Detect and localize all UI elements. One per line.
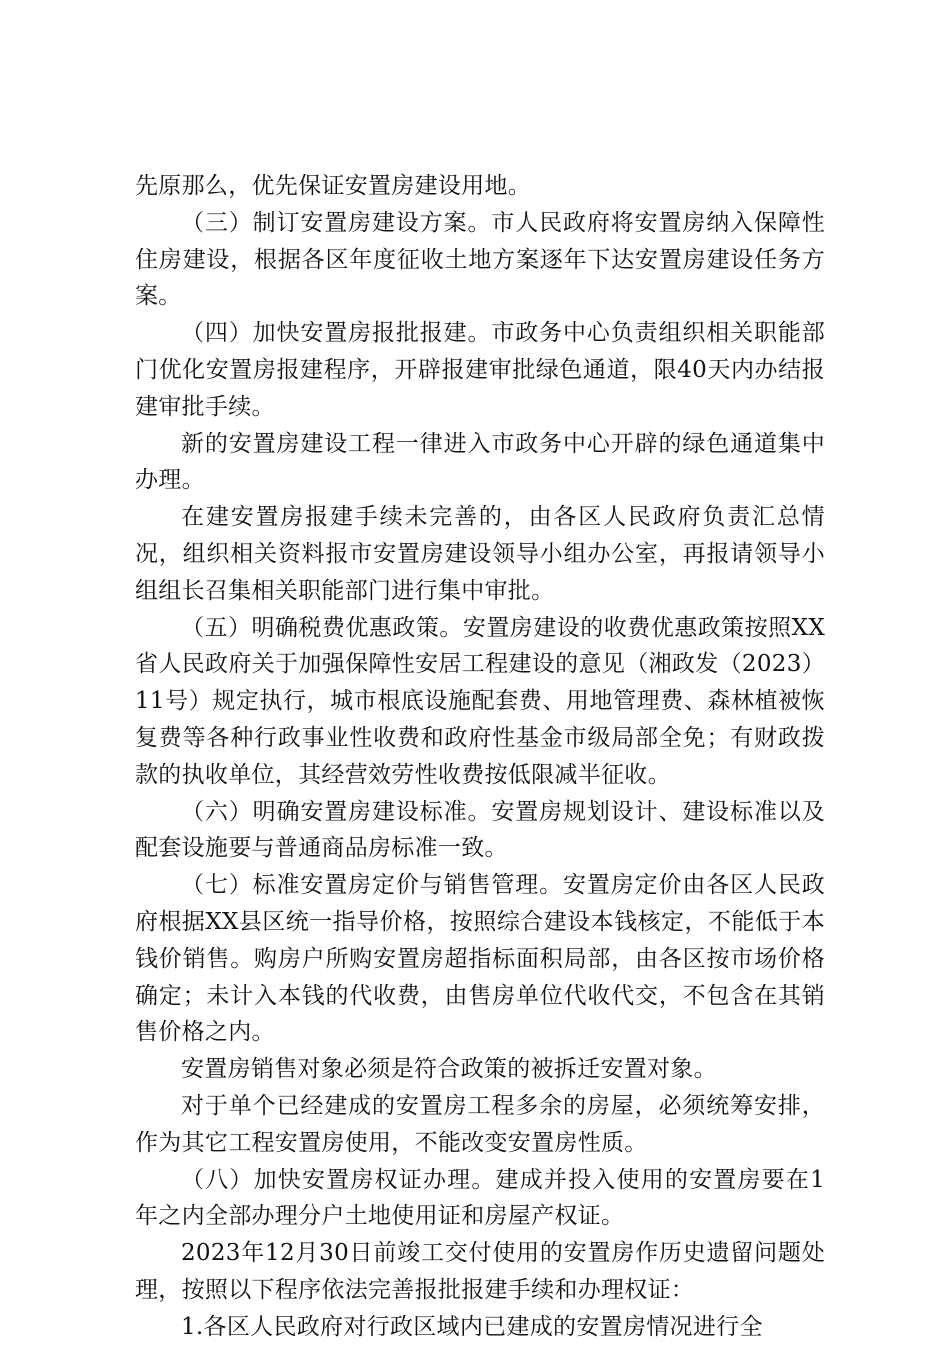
paragraph-10: 对于单个已经建成的安置房工程多余的房屋，必须统筹安排，作为其它工程安置房使用，不能改变安置房性质。 xyxy=(135,1092,825,1156)
body-text xyxy=(135,168,825,1346)
paragraph-13: 1.各区人民政府对行政区域内已建成的安置房情况进行全 xyxy=(181,1313,763,1340)
paragraph-9: 安置房销售对象必须是符合政策的被拆迁安置对象。 xyxy=(181,1056,717,1083)
paragraph-2: （三）制订安置房建设方案。市人民政府将安置房纳入保障性住房建设，根据各区年度征收土地方案逐年下达安置房建设任务方案。 xyxy=(135,209,825,310)
paragraph-8: （七）标准安置房定价与销售管理。安置房定价由各区人民政府根据XX县区统一指导价格，按照综合建设本钱核定，不能低于本钱价销售。购房户所购安置房超指标面积局部，由各区按市场价格确定；未计入本钱的代收费，由售房单位代收代交，不包含在其销售价格之内。 xyxy=(135,872,825,1046)
paragraph-1: 先原那么，优先保证安置房建设用地。 xyxy=(135,173,532,199)
paragraph-12: 2023年12月30日前竣工交付使用的安置房作历史遗留问题处理，按照以下程序依法完善报批报建手续和办理权证： xyxy=(135,1240,825,1303)
paragraph-4: 新的安置房建设工程一律进入市政务中心开辟的绿色通道集中办理。 xyxy=(135,430,825,494)
paragraph-5: 在建安置房报建手续未完善的，由各区人民政府负责汇总情况，组织相关资料报市安置房建设领导小组办公室，再报请领导小组组长召集相关职能部门进行集中审批。 xyxy=(135,504,825,604)
paragraph-3: （四）加快安置房报批报建。市政务中心负责组织相关职能部门优化安置房报建程序，开辟报建审批绿色通道，限40天内办结报建审批手续。 xyxy=(135,320,825,420)
paragraph-6: （五）明确税费优惠政策。安置房建设的收费优惠政策按照XX省人民政府关于加强保障性安居工程建设的意见（湘政发（2023）11号）规定执行，城市根底设施配套费、用地管理费、森林植被恢复费等各种行政事业性收费和政府性基金市级局部全免；有财政拨款的执收单位，其经营效劳性收费按低限减半征收。 xyxy=(135,614,825,788)
paragraph-11: （八）加快安置房权证办理。建成并投入使用的安置房要在1年之内全部办理分户土地使用证和房屋产权证。 xyxy=(135,1166,825,1230)
paragraph-7: （六）明确安置房建设标准。安置房规划设计、建设标准以及配套设施要与普通商品房标准一致。 xyxy=(135,798,825,862)
